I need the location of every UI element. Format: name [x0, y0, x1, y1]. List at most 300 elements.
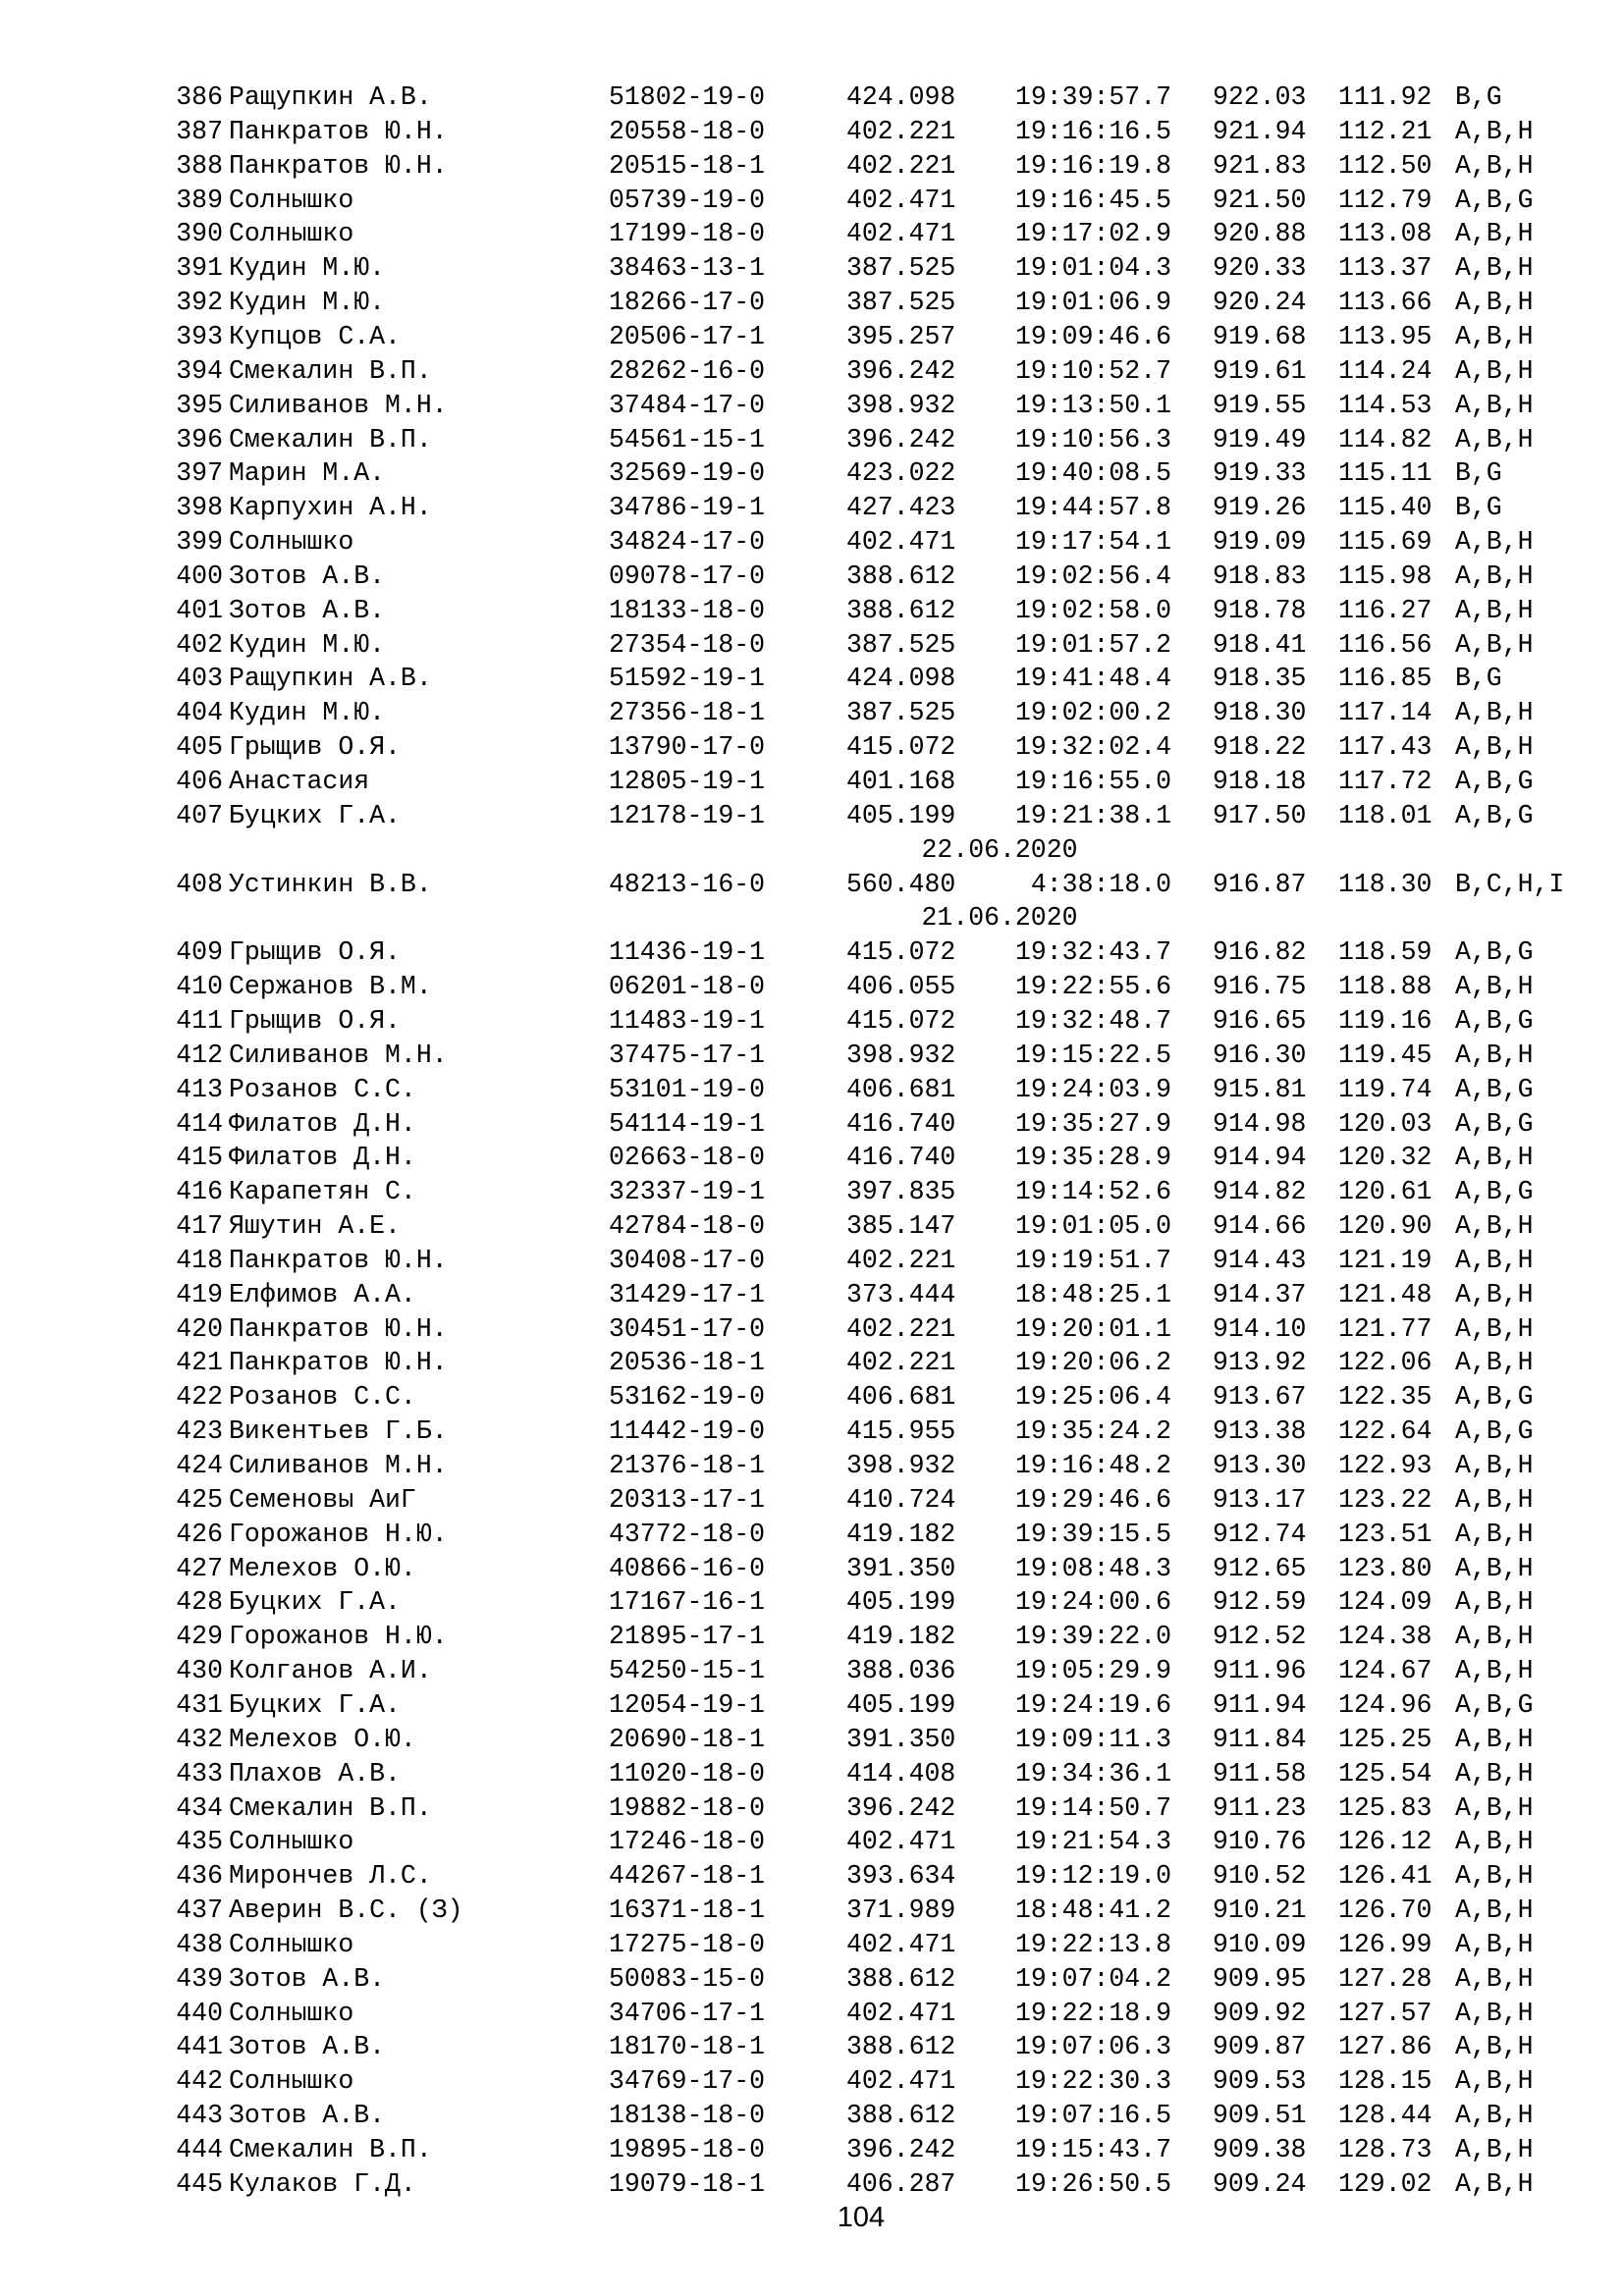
arrival-time: 19:01:57.2 — [1014, 630, 1171, 660]
table-row — [0, 491, 1624, 524]
flags: A,B,H — [1455, 972, 1534, 1001]
speed: 918.18 — [1213, 767, 1307, 796]
speed: 919.09 — [1213, 527, 1307, 557]
arrival-time: 4:38:18.0 — [1030, 870, 1171, 899]
row-number: 431 — [176, 1690, 223, 1720]
arrival-time: 19:01:06.9 — [1014, 288, 1171, 317]
flags: A,B,H — [1455, 1143, 1534, 1172]
arrival-time: 19:16:48.2 — [1014, 1451, 1171, 1480]
row-number: 410 — [176, 972, 223, 1001]
table-row — [0, 389, 1624, 422]
ring-number: 54561-15-1 — [609, 425, 766, 454]
ring-number: 38463-13-1 — [609, 253, 766, 283]
row-number: 432 — [176, 1725, 223, 1754]
distance: 396.242 — [846, 1793, 956, 1823]
speed: 913.17 — [1213, 1485, 1307, 1515]
ring-number: 27356-18-1 — [609, 698, 766, 727]
owner-name: Ращупкин А.В. — [229, 82, 432, 112]
table-row — [0, 1346, 1624, 1379]
distance: 388.612 — [846, 561, 956, 591]
arrival-time: 19:09:46.6 — [1014, 322, 1171, 351]
row-number: 388 — [176, 151, 223, 181]
ring-number: 19895-18-0 — [609, 2135, 766, 2164]
arrival-time: 19:39:57.7 — [1014, 82, 1171, 112]
table-row — [0, 1175, 1624, 1208]
ring-number: 20506-17-1 — [609, 322, 766, 351]
table-row — [0, 1962, 1624, 1996]
ring-number: 18170-18-1 — [609, 2032, 766, 2061]
arrival-time: 19:40:08.5 — [1014, 458, 1171, 488]
coefficient: 122.64 — [1338, 1416, 1433, 1446]
distance: 406.681 — [846, 1382, 956, 1412]
distance: 415.955 — [846, 1416, 956, 1446]
row-number: 386 — [176, 82, 223, 112]
coefficient: 113.08 — [1338, 219, 1433, 248]
coefficient: 118.88 — [1338, 972, 1433, 1001]
owner-name: Мирончев Л.С. — [229, 1861, 432, 1891]
distance: 371.989 — [846, 1896, 956, 1925]
coefficient: 124.38 — [1338, 1622, 1433, 1651]
ring-number: 43772-18-0 — [609, 1520, 766, 1549]
row-number: 424 — [176, 1451, 223, 1480]
table-row — [0, 2030, 1624, 2063]
ring-number: 30408-17-0 — [609, 1246, 766, 1275]
distance: 402.471 — [846, 1930, 956, 1959]
row-number: 429 — [176, 1622, 223, 1651]
arrival-time: 19:22:55.6 — [1014, 972, 1171, 1001]
owner-name: Солнышко — [229, 186, 354, 215]
row-number: 406 — [176, 767, 223, 796]
table-row — [0, 1278, 1624, 1311]
distance: 402.221 — [846, 151, 956, 181]
table-row — [0, 1757, 1624, 1790]
distance: 391.350 — [846, 1554, 956, 1583]
ring-number: 53162-19-0 — [609, 1382, 766, 1412]
ring-number: 21895-17-1 — [609, 1622, 766, 1651]
row-number: 417 — [176, 1211, 223, 1241]
arrival-time: 19:34:36.1 — [1014, 1759, 1171, 1789]
owner-name: Ращупкин А.В. — [229, 664, 432, 693]
flags: A,B,H — [1455, 1485, 1534, 1515]
owner-name: Панкратов Ю.Н. — [229, 1246, 448, 1275]
coefficient: 120.03 — [1338, 1109, 1433, 1139]
arrival-time: 19:32:43.7 — [1014, 937, 1171, 967]
arrival-time: 19:25:06.4 — [1014, 1382, 1171, 1412]
ring-number: 02663-18-0 — [609, 1143, 766, 1172]
ring-number: 19882-18-0 — [609, 1793, 766, 1823]
coefficient: 126.99 — [1338, 1930, 1433, 1959]
speed: 917.50 — [1213, 801, 1307, 830]
distance: 427.423 — [846, 493, 956, 522]
row-number: 433 — [176, 1759, 223, 1789]
row-number: 426 — [176, 1520, 223, 1549]
coefficient: 118.59 — [1338, 937, 1433, 967]
flags: A,B,H — [1455, 1861, 1534, 1891]
distance: 388.612 — [846, 1964, 956, 1994]
owner-name: Кулаков Г.Д. — [229, 2169, 416, 2199]
ring-number: 34824-17-0 — [609, 527, 766, 557]
ring-number: 18138-18-0 — [609, 2101, 766, 2130]
table-row — [0, 1449, 1624, 1482]
speed: 922.03 — [1213, 82, 1307, 112]
flags: A,B,H — [1455, 698, 1534, 727]
distance: 402.471 — [846, 1999, 956, 2028]
row-number: 418 — [176, 1246, 223, 1275]
row-number: 441 — [176, 2032, 223, 2061]
speed: 919.33 — [1213, 458, 1307, 488]
arrival-time: 19:16:19.8 — [1014, 151, 1171, 181]
coefficient: 116.27 — [1338, 596, 1433, 625]
row-number: 391 — [176, 253, 223, 283]
arrival-time: 19:39:22.0 — [1014, 1622, 1171, 1651]
arrival-time: 19:20:01.1 — [1014, 1314, 1171, 1344]
arrival-time: 19:15:43.7 — [1014, 2135, 1171, 2164]
row-number: 395 — [176, 391, 223, 420]
coefficient: 127.86 — [1338, 2032, 1433, 2061]
coefficient: 126.70 — [1338, 1896, 1433, 1925]
arrival-time: 19:07:16.5 — [1014, 2101, 1171, 2130]
arrival-time: 19:05:29.9 — [1014, 1656, 1171, 1685]
flags: A,B,H — [1455, 561, 1534, 591]
distance: 405.199 — [846, 801, 956, 830]
coefficient: 123.51 — [1338, 1520, 1433, 1549]
table-row — [0, 765, 1624, 798]
table-row — [0, 662, 1624, 695]
row-number: 387 — [176, 117, 223, 146]
row-number: 420 — [176, 1314, 223, 1344]
table-row — [0, 799, 1624, 832]
flags: A,B,H — [1455, 1827, 1534, 1856]
speed: 913.67 — [1213, 1382, 1307, 1412]
flags: A,B,H — [1455, 288, 1534, 317]
distance: 410.724 — [846, 1485, 956, 1515]
row-number: 392 — [176, 288, 223, 317]
row-number: 404 — [176, 698, 223, 727]
row-number: 421 — [176, 1348, 223, 1377]
row-number: 439 — [176, 1964, 223, 1994]
owner-name: Панкратов Ю.Н. — [229, 1314, 448, 1344]
coefficient: 117.72 — [1338, 767, 1433, 796]
coefficient: 124.67 — [1338, 1656, 1433, 1685]
arrival-time: 19:19:51.7 — [1014, 1246, 1171, 1275]
row-number: 397 — [176, 458, 223, 488]
table-row — [0, 1244, 1624, 1277]
ring-number: 32337-19-1 — [609, 1177, 766, 1206]
owner-name: Силиванов М.Н. — [229, 391, 448, 420]
ring-number: 11442-19-0 — [609, 1416, 766, 1446]
distance: 402.221 — [846, 1246, 956, 1275]
ring-number: 19079-18-1 — [609, 2169, 766, 2199]
ring-number: 53101-19-0 — [609, 1075, 766, 1104]
owner-name: Мелехов О.Ю. — [229, 1554, 416, 1583]
owner-name: Силиванов М.Н. — [229, 1451, 448, 1480]
coefficient: 112.21 — [1338, 117, 1433, 146]
ring-number: 42784-18-0 — [609, 1211, 766, 1241]
coefficient: 114.82 — [1338, 425, 1433, 454]
table-row — [0, 1585, 1624, 1619]
flags: B,G — [1455, 664, 1502, 693]
row-number: 414 — [176, 1109, 223, 1139]
distance: 388.036 — [846, 1656, 956, 1685]
distance: 415.072 — [846, 732, 956, 762]
table-row — [0, 2167, 1624, 2201]
speed: 911.23 — [1213, 1793, 1307, 1823]
coefficient: 127.57 — [1338, 1999, 1433, 2028]
arrival-time: 19:35:27.9 — [1014, 1109, 1171, 1139]
ring-number: 12805-19-1 — [609, 767, 766, 796]
distance: 398.932 — [846, 1041, 956, 1070]
speed: 921.50 — [1213, 186, 1307, 215]
flags: A,B,G — [1455, 1177, 1534, 1206]
row-number: 403 — [176, 664, 223, 693]
distance: 402.471 — [846, 2066, 956, 2096]
owner-name: Солнышко — [229, 2066, 354, 2096]
ring-number: 17199-18-0 — [609, 219, 766, 248]
speed: 920.88 — [1213, 219, 1307, 248]
row-number: 416 — [176, 1177, 223, 1206]
flags: B,C,H,I — [1455, 870, 1565, 899]
distance: 405.199 — [846, 1587, 956, 1617]
distance: 416.740 — [846, 1143, 956, 1172]
table-row — [0, 1209, 1624, 1243]
table-row — [0, 594, 1624, 627]
flags: A,B,G — [1455, 1075, 1534, 1104]
table-row — [0, 1825, 1624, 1858]
flags: A,B,H — [1455, 1520, 1534, 1549]
coefficient: 125.25 — [1338, 1725, 1433, 1754]
table-row — [0, 1723, 1624, 1756]
arrival-time: 19:21:38.1 — [1014, 801, 1171, 830]
coefficient: 120.32 — [1338, 1143, 1433, 1172]
owner-name: Зотов А.В. — [229, 596, 386, 625]
distance: 424.098 — [846, 664, 956, 693]
speed: 920.24 — [1213, 288, 1307, 317]
distance: 396.242 — [846, 2135, 956, 2164]
owner-name: Анастасия — [229, 767, 370, 796]
row-number: 422 — [176, 1382, 223, 1412]
row-number: 399 — [176, 527, 223, 557]
ring-number: 48213-16-0 — [609, 870, 766, 899]
speed: 918.41 — [1213, 630, 1307, 660]
distance: 388.612 — [846, 596, 956, 625]
arrival-time: 19:13:50.1 — [1014, 391, 1171, 420]
owner-name: Купцов С.А. — [229, 322, 401, 351]
table-row — [0, 1791, 1624, 1825]
distance: 398.932 — [846, 1451, 956, 1480]
distance: 391.350 — [846, 1725, 956, 1754]
table-row — [0, 1654, 1624, 1687]
page-number: 104 — [837, 2202, 886, 2233]
coefficient: 112.50 — [1338, 151, 1433, 181]
coefficient: 129.02 — [1338, 2169, 1433, 2199]
distance: 406.681 — [846, 1075, 956, 1104]
date-separator: 21.06.2020 — [921, 903, 1078, 933]
table-row — [0, 1928, 1624, 1961]
row-number: 411 — [176, 1006, 223, 1036]
speed: 921.94 — [1213, 117, 1307, 146]
coefficient: 118.30 — [1338, 870, 1433, 899]
ring-number: 51802-19-0 — [609, 82, 766, 112]
arrival-time: 19:10:56.3 — [1014, 425, 1171, 454]
owner-name: Филатов Д.Н. — [229, 1143, 416, 1172]
arrival-time: 19:14:50.7 — [1014, 1793, 1171, 1823]
flags: A,B,H — [1455, 1246, 1534, 1275]
distance: 387.525 — [846, 630, 956, 660]
flags: A,B,H — [1455, 1280, 1534, 1309]
table-row — [0, 1894, 1624, 1927]
flags: A,B,H — [1455, 1041, 1534, 1070]
owner-name: Зотов А.В. — [229, 561, 386, 591]
speed: 910.21 — [1213, 1896, 1307, 1925]
owner-name: Зотов А.В. — [229, 2032, 386, 2061]
arrival-time: 19:02:56.4 — [1014, 561, 1171, 591]
speed: 913.92 — [1213, 1348, 1307, 1377]
table-row — [0, 217, 1624, 250]
table-row — [0, 2064, 1624, 2098]
coefficient: 113.66 — [1338, 288, 1433, 317]
distance: 424.098 — [846, 82, 956, 112]
table-row — [0, 1859, 1624, 1893]
arrival-time: 19:16:16.5 — [1014, 117, 1171, 146]
ring-number: 34786-19-1 — [609, 493, 766, 522]
arrival-time: 19:32:48.7 — [1014, 1006, 1171, 1036]
speed: 918.78 — [1213, 596, 1307, 625]
coefficient: 121.77 — [1338, 1314, 1433, 1344]
ring-number: 37475-17-1 — [609, 1041, 766, 1070]
speed: 918.35 — [1213, 664, 1307, 693]
owner-name: Карпухин А.Н. — [229, 493, 432, 522]
arrival-time: 19:22:18.9 — [1014, 1999, 1171, 2028]
coefficient: 120.61 — [1338, 1177, 1433, 1206]
flags: A,B,H — [1455, 596, 1534, 625]
flags: A,B,G — [1455, 801, 1534, 830]
table-row — [0, 1039, 1624, 1072]
coefficient: 112.79 — [1338, 186, 1433, 215]
speed: 909.92 — [1213, 1999, 1307, 2028]
ring-number: 21376-18-1 — [609, 1451, 766, 1480]
row-number: 430 — [176, 1656, 223, 1685]
owner-name: Розанов С.С. — [229, 1075, 416, 1104]
flags: A,B,H — [1455, 391, 1534, 420]
row-number: 412 — [176, 1041, 223, 1070]
coefficient: 123.80 — [1338, 1554, 1433, 1583]
row-number: 398 — [176, 493, 223, 522]
table-row — [0, 149, 1624, 183]
flags: A,B,H — [1455, 219, 1534, 248]
speed: 914.98 — [1213, 1109, 1307, 1139]
owner-name: Солнышко — [229, 527, 354, 557]
distance: 402.221 — [846, 117, 956, 146]
row-number: 440 — [176, 1999, 223, 2028]
owner-name: Грыщив О.Я. — [229, 1006, 401, 1036]
speed: 916.65 — [1213, 1006, 1307, 1036]
row-number: 423 — [176, 1416, 223, 1446]
owner-name: Кудин М.Ю. — [229, 698, 386, 727]
arrival-time: 19:12:19.0 — [1014, 1861, 1171, 1891]
arrival-time: 19:21:54.3 — [1014, 1827, 1171, 1856]
coefficient: 116.56 — [1338, 630, 1433, 660]
flags: A,B,H — [1455, 527, 1534, 557]
coefficient: 124.96 — [1338, 1690, 1433, 1720]
coefficient: 114.24 — [1338, 356, 1433, 386]
row-number: 425 — [176, 1485, 223, 1515]
table-row — [0, 456, 1624, 490]
speed: 909.95 — [1213, 1964, 1307, 1994]
ring-number: 18133-18-0 — [609, 596, 766, 625]
table-row — [0, 1141, 1624, 1174]
ring-number: 16371-18-1 — [609, 1896, 766, 1925]
table-row — [0, 970, 1624, 1003]
distance: 393.634 — [846, 1861, 956, 1891]
arrival-time: 19:14:52.6 — [1014, 1177, 1171, 1206]
table-row — [0, 1688, 1624, 1722]
row-number: 402 — [176, 630, 223, 660]
arrival-time: 19:10:52.7 — [1014, 356, 1171, 386]
table-row — [0, 1552, 1624, 1585]
table-row — [0, 2099, 1624, 2132]
ring-number: 30451-17-0 — [609, 1314, 766, 1344]
row-number: 413 — [176, 1075, 223, 1104]
ring-number: 37484-17-0 — [609, 391, 766, 420]
arrival-time: 19:07:04.2 — [1014, 1964, 1171, 1994]
owner-name: Кудин М.Ю. — [229, 253, 386, 283]
speed: 914.94 — [1213, 1143, 1307, 1172]
table-row — [0, 1483, 1624, 1517]
ring-number: 51592-19-1 — [609, 664, 766, 693]
row-number: 438 — [176, 1930, 223, 1959]
owner-name: Смекалин В.П. — [229, 2135, 432, 2164]
distance: 396.242 — [846, 356, 956, 386]
ring-number: 20558-18-0 — [609, 117, 766, 146]
speed: 913.30 — [1213, 1451, 1307, 1480]
owner-name: Силиванов М.Н. — [229, 1041, 448, 1070]
ring-number: 31429-17-1 — [609, 1280, 766, 1309]
owner-name: Зотов А.В. — [229, 1964, 386, 1994]
flags: A,B,H — [1455, 2169, 1534, 2199]
arrival-time: 19:22:30.3 — [1014, 2066, 1171, 2096]
distance: 396.242 — [846, 425, 956, 454]
flags: A,B,H — [1455, 2066, 1534, 2096]
flags: A,B,G — [1455, 937, 1534, 967]
flags: A,B,H — [1455, 1656, 1534, 1685]
row-number: 415 — [176, 1143, 223, 1172]
flags: A,B,H — [1455, 425, 1534, 454]
speed: 914.10 — [1213, 1314, 1307, 1344]
arrival-time: 19:44:57.8 — [1014, 493, 1171, 522]
coefficient: 113.37 — [1338, 253, 1433, 283]
flags: A,B,H — [1455, 1554, 1534, 1583]
table-row — [0, 935, 1624, 969]
owner-name: Аверин В.С. (З) — [229, 1896, 463, 1925]
owner-name: Сержанов В.М. — [229, 972, 432, 1001]
arrival-time: 19:35:24.2 — [1014, 1416, 1171, 1446]
row-number: 442 — [176, 2066, 223, 2096]
owner-name: Буцких Г.А. — [229, 1690, 401, 1720]
speed: 911.96 — [1213, 1656, 1307, 1685]
owner-name: Семеновы АиГ — [229, 1485, 416, 1515]
speed: 909.24 — [1213, 2169, 1307, 2199]
arrival-time: 19:15:22.5 — [1014, 1041, 1171, 1070]
coefficient: 125.54 — [1338, 1759, 1433, 1789]
flags: A,B,G — [1455, 767, 1534, 796]
flags: A,B,H — [1455, 151, 1534, 181]
row-number: 390 — [176, 219, 223, 248]
speed: 910.09 — [1213, 1930, 1307, 1959]
speed: 915.81 — [1213, 1075, 1307, 1104]
speed: 914.66 — [1213, 1211, 1307, 1241]
distance: 406.287 — [846, 2169, 956, 2199]
distance: 402.471 — [846, 186, 956, 215]
